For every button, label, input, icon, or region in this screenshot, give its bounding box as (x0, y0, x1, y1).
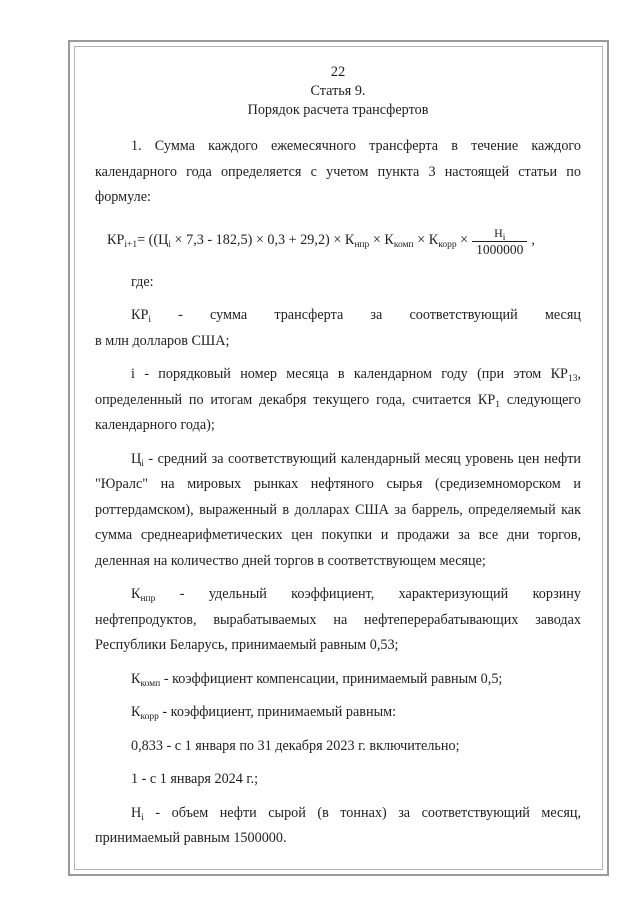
definition-kp (95, 303, 581, 354)
definition-ts: $Ц_i$ - средний за соответствующий календарный месяц уровень цен нефти "Юралс" на мировых рынках нефтяного сырья (средиземноморском и роттердамском), выраженный в долларах США за баррель, определяемый как сумма среднеарифметических цен покупки и продажи за все дни торгов, деленная на количество дней торгов в соответствующем месяце; (95, 450, 581, 569)
definition-knpr: $К_{нпр}$ - удельный коэффициент, характеризующий корзину нефтепродуктов, вырабатываемых на нефтеперерабатывающих заводах Республики Беларусь, принимаемый равным 0,53; (95, 586, 581, 653)
kp-word: сумма (210, 307, 248, 323)
definition-kp-line (95, 303, 581, 329)
formula-lhs: $КР_{i+1}$ (107, 232, 138, 251)
kp-word: - (178, 307, 183, 323)
kp-word: соответствующий (409, 307, 518, 323)
kp-word: трансферта (274, 307, 344, 323)
correction-value-2023: 0,833 - с 1 января по 31 декабря 2023 г. включительно; (131, 737, 460, 754)
definition-kp-cont: в млн долларов США; (95, 332, 230, 349)
kp-word: месяц (544, 307, 581, 323)
article-title: Порядок расчета трансфертов (247, 102, 429, 118)
definition-i: i - порядковый номер месяца в календарном году (при этом $КР_{13}$, определенный по итогам декабря текущего года, считается $КР_1$ следующего календарного года); (95, 366, 581, 433)
correction-value-2024: 1 - с 1 января 2024 г.; (131, 771, 259, 787)
symbol-kp: $КР_i$ (131, 307, 151, 325)
definition-kkomp: $К_{комп}$ - коэффициент компенсации, принимаемый равным 0,5; (131, 670, 503, 689)
transfer-formula (107, 225, 581, 258)
kp-word: за (370, 307, 383, 323)
where-label: где: (131, 273, 154, 290)
formula-expression: = $((Ц_i \times 7,3 - 182,5) \times 0,3 + 29,2) \times К_{нпр} \times К_{комп} \times К_{корр}$ × (137, 232, 469, 251)
formula-fraction (472, 225, 527, 258)
paragraph-1: 1. Сумма каждого ежемесячного трансферта в течение каждого календарного года определяется с учетом пункта 3 настоящей статьи по формуле: (95, 138, 581, 205)
page-number: 22 (330, 64, 346, 80)
document-body (95, 60, 581, 852)
fraction-denominator: 1000000 (472, 241, 527, 258)
definition-kkorr: $К_{корр}$ - коэффициент, принимаемый равным: (131, 704, 397, 722)
fraction-numerator: $Н_i$ (494, 225, 506, 243)
article-heading: Статья 9. (310, 83, 366, 99)
formula-tail: , (531, 232, 535, 249)
definition-n: $Н_i$ - объем нефти сырой (в тоннах) за соответствующий месяц, принимаемый равным 1500000. (95, 804, 581, 846)
